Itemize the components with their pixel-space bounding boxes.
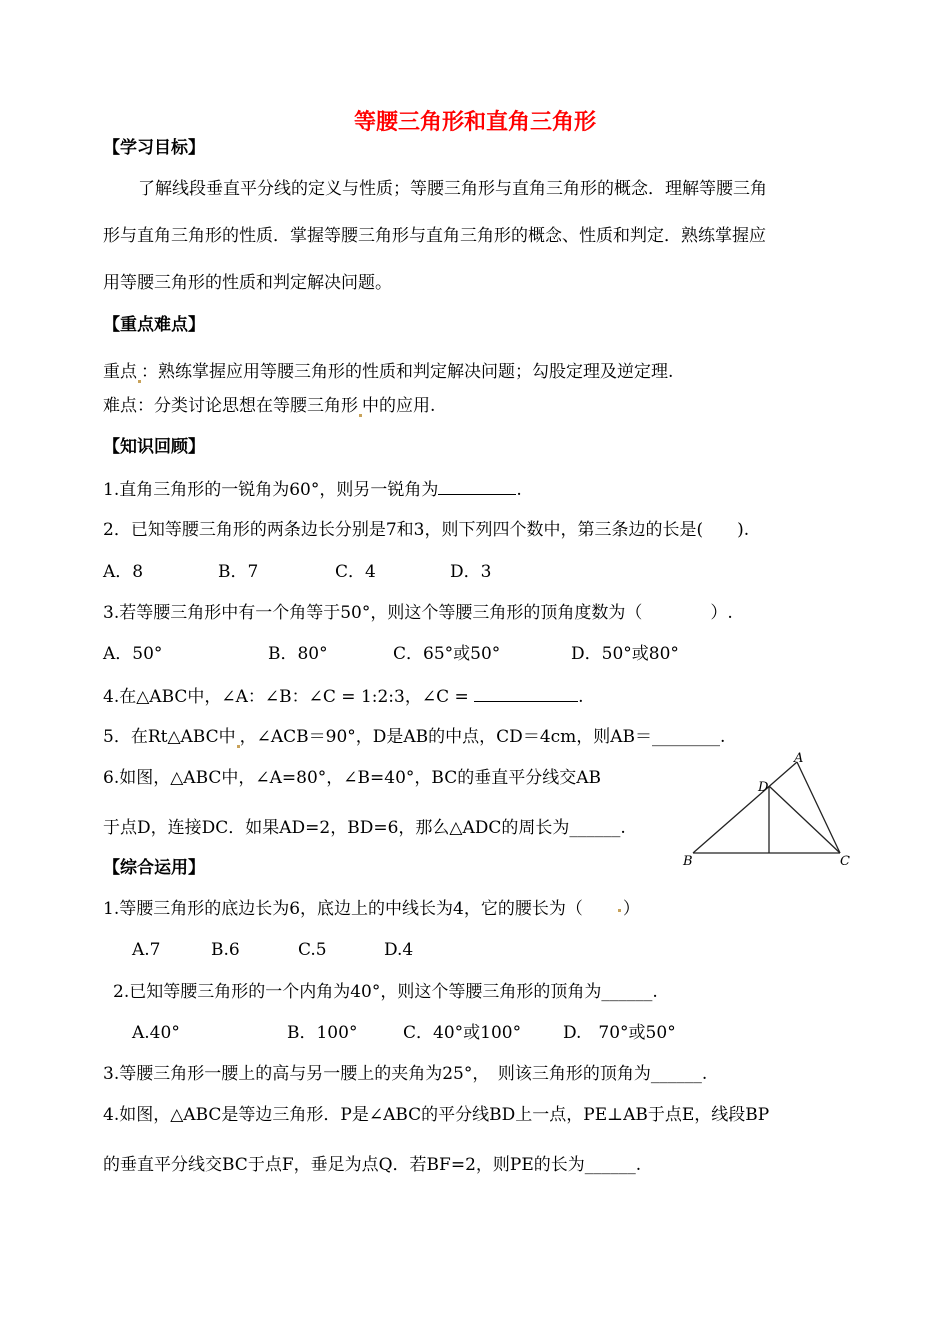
apply-question-2-options: [132, 1022, 676, 1044]
key-point-line: [103, 361, 673, 383]
option-d: D．50°或80°: [571, 644, 679, 664]
review-question-6-line-2: 于点D，连接DC．如果AD=2，BD=6，那么△ADC的周长为______.: [103, 818, 626, 838]
review-question-6-line-1: 6.如图，△ABC中，∠A=80°，∠B=40°，BC的垂直平分线交AB: [103, 768, 601, 788]
apply-question-2: 2.已知等腰三角形的一个内角为40°，则这个等腰三角形的顶角为______.: [113, 982, 658, 1002]
option-b: B．7: [218, 562, 259, 582]
review-question-4: [103, 685, 584, 708]
review-question-2-options: [103, 561, 491, 583]
review-question-3: 3.若等腰三角形中有一个角等于50°，则这个等腰三角形的顶角度数为（ ）.: [103, 603, 733, 623]
page-title: 等腰三角形和直角三角形: [353, 110, 596, 135]
mark-dot: [618, 909, 621, 912]
apply-question-3: 3.等腰三角形一腰上的高与另一腰上的夹角为25°， 则该三角形的顶角为______.: [103, 1064, 708, 1084]
section-heading-review: 【知识回顾】: [103, 437, 205, 457]
goals-text-line-1: 了解线段垂直平分线的定义与性质；等腰三角形与直角三角形的概念．理解等腰三角: [138, 179, 767, 199]
question-text-a: 1.等腰三角形的底边长为6，底边上的中线长为4，它的腰长为（: [103, 899, 583, 919]
option-a: A.7: [132, 940, 161, 960]
apply-question-4-line-1: 4.如图，△ABC是等边三角形．P是∠ABC的平分线BD上一点，PE⊥AB于点E，线段BP: [103, 1105, 770, 1125]
label-a: A: [794, 751, 804, 766]
option-d: D．3: [450, 562, 492, 582]
answer-blank: [474, 685, 578, 702]
question-end: .: [578, 687, 584, 707]
label-d: D: [758, 780, 769, 795]
review-question-3-options: [103, 643, 679, 665]
option-c: C．40°或100°: [403, 1023, 522, 1043]
section-heading-application: 【综合运用】: [103, 858, 205, 878]
apply-question-1: [103, 898, 640, 920]
goals-text-line-3: 用等腰三角形的性质和判定解决问题。: [103, 273, 392, 293]
option-b: B．80°: [268, 644, 328, 664]
segment-ba: [693, 762, 797, 853]
apply-question-1-options: [132, 939, 413, 961]
label-c: C: [840, 854, 850, 869]
review-question-2: 2．已知等腰三角形的两条边长分别是7和3，则下列四个数中，第三条边的长是( ).: [103, 520, 750, 540]
option-d: D.4: [384, 940, 414, 960]
question-end: .: [516, 480, 522, 500]
difficulty-text-b: 中的应用.: [362, 396, 436, 416]
option-c: C．4: [335, 562, 376, 582]
segment-ac: [797, 762, 840, 853]
review-question-5: [103, 726, 725, 748]
label-b: B: [683, 854, 693, 869]
option-c: C.5: [298, 940, 327, 960]
goals-text-line-2: 形与直角三角形的性质．掌握等腰三角形与直角三角形的概念、性质和判定．熟练掌握应: [103, 226, 766, 246]
question-text-b: ，∠ACB＝90°，D是AB的中点，CD＝4cm，则AB＝________.: [239, 727, 726, 747]
section-heading-key-points: 【重点难点】: [103, 315, 205, 335]
answer-blank: [438, 478, 516, 495]
question-text: 1.直角三角形的一锐角为60°，则另一锐角为: [103, 480, 439, 500]
difficulty-text-a: 难点：分类讨论思想在等腰三角形: [103, 396, 358, 416]
question-text: 4.在△ABC中，∠A：∠B：∠C = 1:2:3，∠C =: [103, 687, 475, 707]
triangle-figure: [680, 748, 860, 873]
option-b: B．100°: [287, 1023, 358, 1043]
option-a: A.40°: [132, 1023, 180, 1043]
option-b: B.6: [211, 940, 240, 960]
key-point-label: 重点: [103, 362, 137, 382]
question-text-a: 5．在Rt△ABC中: [103, 727, 236, 747]
key-point-text: ：熟练掌握应用等腰三角形的性质和判定解决问题；勾股定理及逆定理.: [141, 362, 674, 382]
option-a: A．50°: [103, 644, 163, 664]
option-c: C．65°或50°: [393, 644, 501, 664]
option-a: A．8: [103, 562, 144, 582]
section-heading-goals: 【学习目标】: [103, 138, 205, 158]
review-question-1: [103, 478, 522, 501]
apply-question-4-line-2: 的垂直平分线交BC于点F，垂足为点Q．若BF=2，则PE的长为______.: [103, 1155, 642, 1175]
difficulty-line: [103, 395, 435, 417]
option-d: D. 70°或50°: [563, 1023, 676, 1043]
question-text-b: ）: [622, 899, 640, 919]
segment-dc: [769, 786, 840, 853]
